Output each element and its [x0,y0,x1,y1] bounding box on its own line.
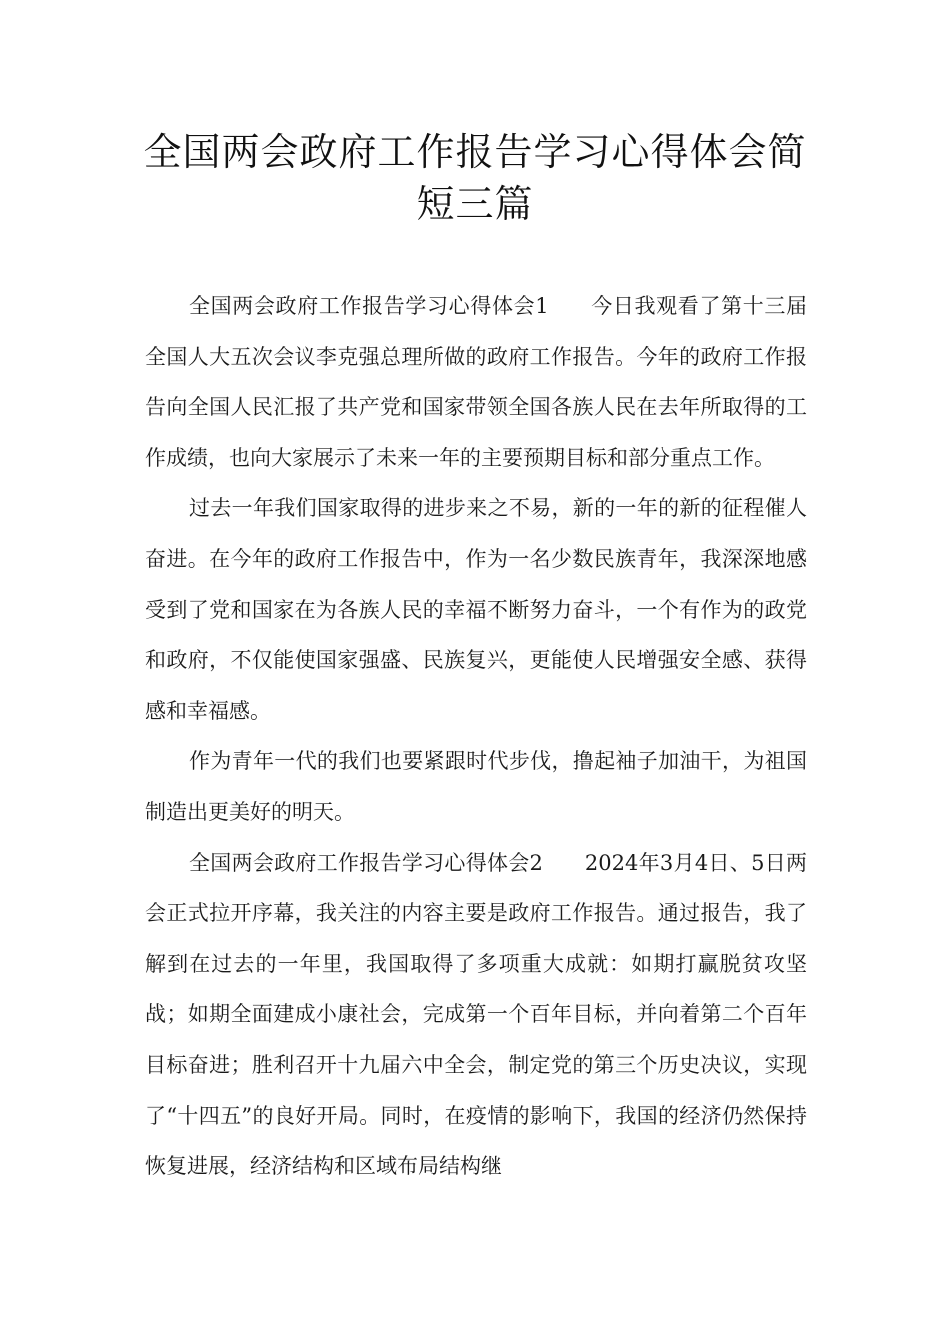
paragraph-1 [145,281,807,483]
section-heading-1: 全国两会政府工作报告学习心得体会1 [189,294,549,318]
paragraph-4 [145,838,807,1192]
paragraph-text: 今日我观看了第十三届全国人大五次会议李克强总理所做的政府工作报告。今年的政府工作报告向全国人民汇报了共产党和国家带领全国各族人民在去年所取得的工作成绩，也向大家展示了未来一年的主要预期目标和部分重点工作。 [145,294,808,470]
title-line-2: 短三篇 [416,182,534,226]
paragraph-3 [145,736,807,837]
title-line-1: 全国两会政府工作报告学习心得体会简 [143,130,807,174]
paragraph-text: 2024年3月4日、5日两会正式拉开序幕，我关注的内容主要是政府工作报告。通过报告，我了解到在过去的一年里，我国取得了多项重大成就：如期打赢脱贫攻坚战；如期全面建成小康社会，完成第一个百年目标，并向着第二个百年目标奋进；胜利召开十九届六中全会，制定党的第三个历史决议，实现了“十四五”的良好开局。同时，在疫情的影响下，我国的经济仍然保持恢复进展，经济结构和区域布局结构继 [145,850,808,1179]
paragraph-text: 过去一年我们国家取得的进步来之不易，新的一年的新的征程催人奋进。在今年的政府工作报告中，作为一名少数民族青年，我深深地感受到了党和国家在为各族人民的幸福不断努力奋斗，一个有作为的政党和政府，不仅能使国家强盛、民族复兴，更能使人民增强安全感、获得感和幸福感。 [145,496,807,723]
paragraph-2 [145,483,807,736]
section-heading-2: 全国两会政府工作报告学习心得体会2 [189,850,543,875]
paragraph-text: 作为青年一代的我们也要紧跟时代步伐，撸起袖子加油干，为祖国制造出更美好的明天。 [145,749,807,824]
document-title [130,126,820,230]
document-body [145,281,807,1192]
